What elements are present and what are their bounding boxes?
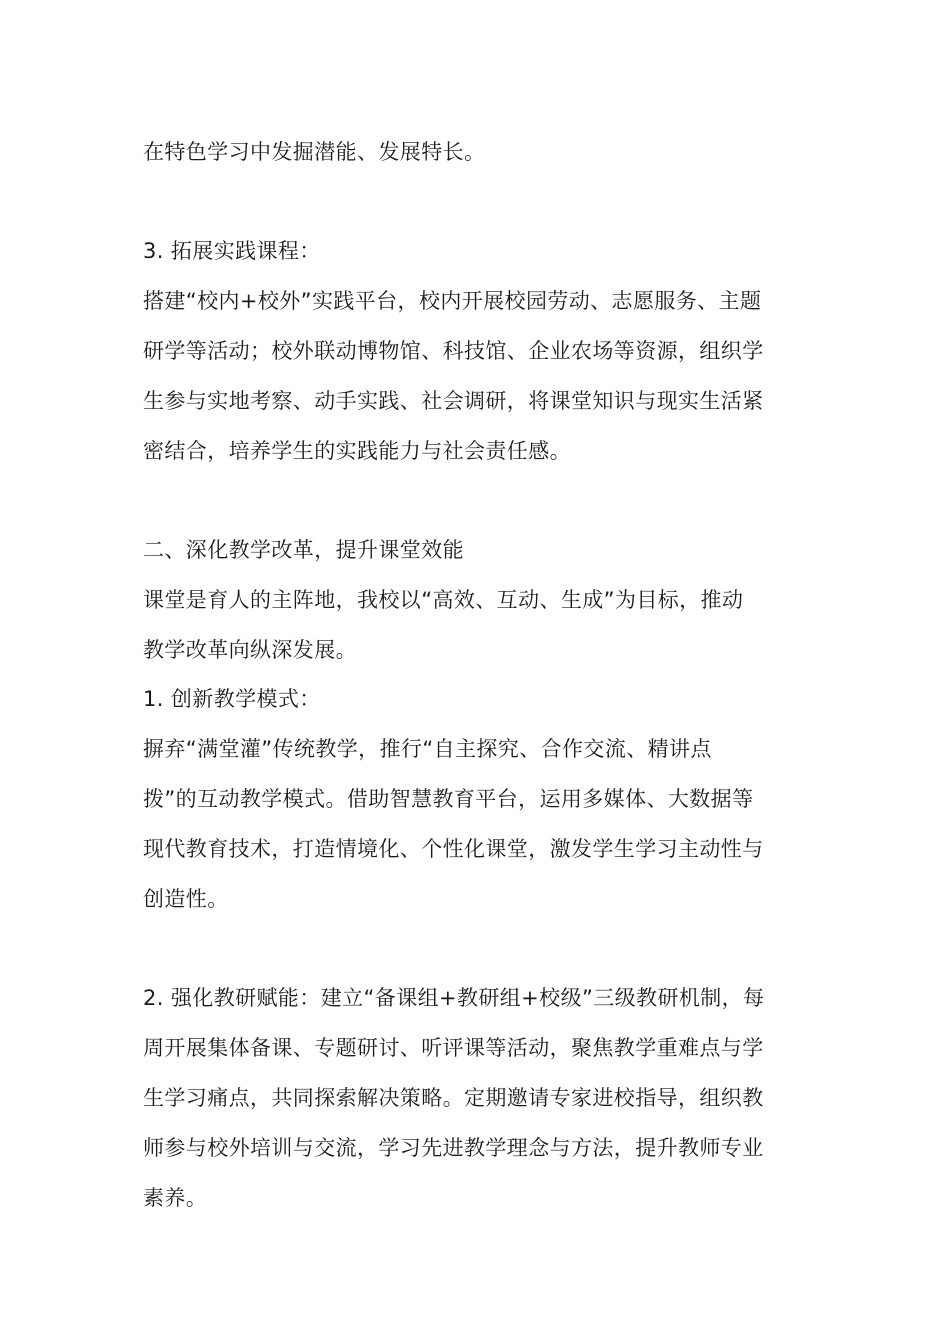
section-heading-teaching-reform: 二、深化教学改革，提升课堂效能 [143,538,464,562]
paragraph-line: 生参与实地考察、动手实践、社会调研，将课堂知识与现实生活紧 [143,389,764,413]
paragraph-line: 摒弃“满堂灌”传统教学，推行“自主探究、合作交流、精讲点 [143,737,712,761]
paragraph-line: 创造性。 [143,887,229,911]
paragraph-continuation-line: 在特色学习中发掘潜能、发展特长。 [143,140,486,164]
paragraph-line: 周开展集体备课、专题研讨、听评课等活动，聚焦教学重难点与学 [143,1036,764,1060]
paragraph-line: 课堂是育人的主阵地，我校以“高效、互动、生成”为目标，推动 [143,588,744,612]
paragraph-line: 教学改革向纵深发展。 [143,638,357,662]
paragraph-line: 密结合，培养学生的实践能力与社会责任感。 [143,439,571,463]
paragraph-line: 2. 强化教研赋能：建立“备课组+教研组+校级”三级教研机制，每 [143,986,765,1010]
subsection-heading-teaching-mode: 1. 创新教学模式： [143,687,321,711]
paragraph-line: 拨”的互动教学模式。借助智慧教育平台，运用多媒体、大数据等 [143,787,754,811]
paragraph-line: 素养。 [143,1186,208,1210]
paragraph-line: 师参与校外培训与交流，学习先进教学理念与方法，提升教师专业 [143,1136,764,1160]
paragraph-line: 现代教育技术，打造情境化、个性化课堂，激发学生学习主动性与 [143,837,764,861]
paragraph-line: 搭建“校内+校外”实践平台，校内开展校园劳动、志愿服务、主题 [143,289,762,313]
paragraph-line: 研学等活动；校外联动博物馆、科技馆、企业农场等资源，组织学 [143,339,764,363]
paragraph-line: 生学习痛点，共同探索解决策略。定期邀请专家进校指导，组织教 [143,1086,764,1110]
subsection-heading-practice-courses: 3. 拓展实践课程： [143,239,321,263]
